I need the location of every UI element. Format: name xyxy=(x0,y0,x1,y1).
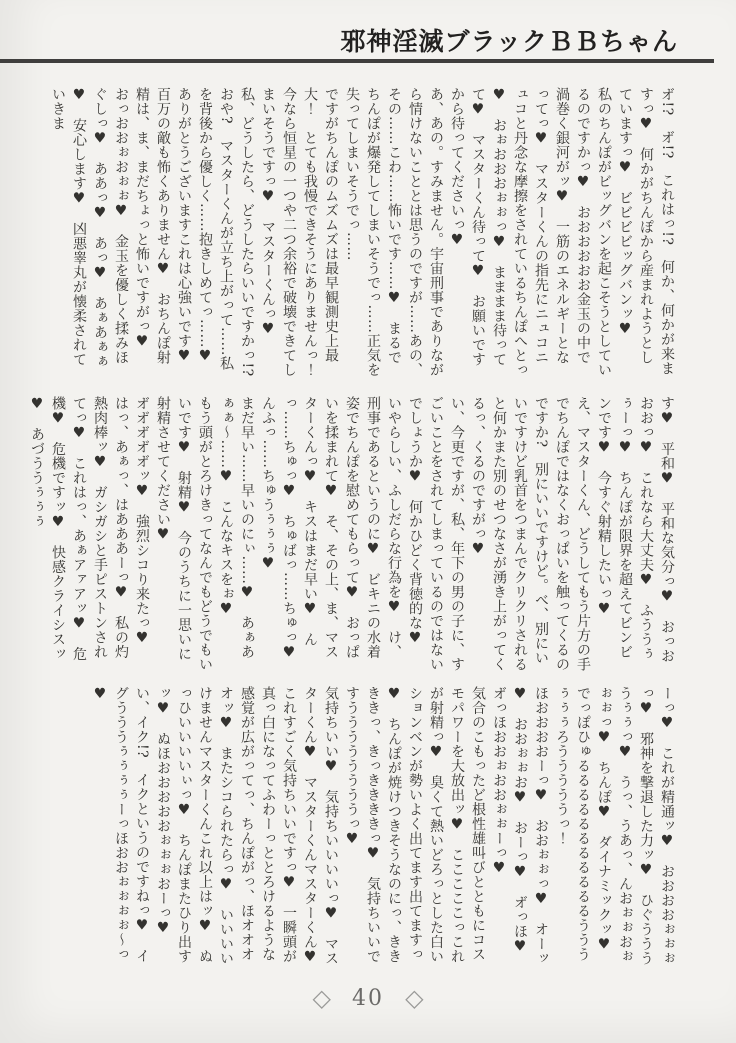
footer xyxy=(0,984,736,1012)
paragraph: 気持ちいい♥ 気持ちいいいいっ♥ マスターくん♥ マスターくんマスターくん♥ これすごく気持ちいいですっ♥ 一瞬頭が真っ白になってふわーっととろけるような感覚が広がってっ、ちんぽがっ、ほオオオオッ♥ またシコられたらっ♥ いいいいけませんマスターくんこれ以上はッ♥ ぬっひいいいいぃっ♥ ちんぽまたひり出すッ♥ ぬほおおおおおぉぉぉおーっ♥ い、イク!? イクというのですねっ♥ イグうううぅぅぅぅーっほおおぉぉぉぉ〜っ♥ xyxy=(92,686,339,980)
paragraph: ほおおおおーっ♥ おおぉぉっ♥ オーッ♥ おおぉぉお♥ おーっ♥ オ゙っほ♥ オ゙っほおおぉおおぉぉーっ♥ xyxy=(491,686,549,970)
paragraph: おや? マスターくんが立ち上がって……私を背後から優しく……抱きしめてっ……♥ ありがとうございますこれは心強いです♥ 百万の敵も怖くありません♥ おちんぽ射精は、ま、まだちょっと怖いですがっ♥ xyxy=(134,87,234,379)
paragraph: あ、あの。すみません。宇宙刑事でありながら情けないこととは思うのですが……あの、その……こわ……怖いです……♥ まるでちんぽが爆発してしまいそうでっ……正気を失ってしまいそうでっ…… xyxy=(344,87,444,377)
text-area xyxy=(29,87,677,980)
diamond-icon: ◇ xyxy=(405,984,424,1012)
paragraph: オ゙オ゙オ゙オ゙オ゙ッ♥ 強烈シコり来たっ♥ はっ、あぁっ、はあああーっ♥ 私の灼熱肉棒ッ♥ ガシガシと手ピストンされてっ♥ これはっ、あぁアァアッ♥ 危機♥ 危機ですッ♥ 快感クライシスッ♥ あづううぅぅぅ xyxy=(29,396,150,661)
paragraph: ですがちんぽのムズムズは最早観測史上最大！ とても我慢できそうにありませんっ！ 今なら恒星の一つや二つ余裕で破壊できてしまいそうですっ♥ マスターくんっ♥ 私、どうしたら、どうしたらいいですかっ!? xyxy=(239,87,339,392)
text-block-top xyxy=(50,87,677,392)
paragraph: ーっ♥ これが精通ッ♥ おおおおぉぉぉっ♥ 邪神を撃退した力ッ♥ ひぐううううぅぅっ♥ うっ、うあっ、んおぉぉおぉぉぉっ♥ ちんぽ♥ ダイナミックッ♥ xyxy=(596,686,675,966)
paragraph: 気合のこもったど根性雄叫びとともにコスモパワーを大放出ッ♥ こここここっこれが射精っ♥ 臭くて熱いどろっとした白いションベンが勢いよく出てます出てますっ♥ ちんぽが焼けつきそうなのにっ、ききききっ、きっききききっ♥ 気持ちいいですううううううううっ♥ xyxy=(344,686,486,964)
paragraph: まだ早い……早いのにぃ……♥ あぁあぁぁ〜……♥ こんなキスをぉ♥ xyxy=(218,396,255,659)
diamond-icon: ◇ xyxy=(312,984,331,1012)
paragraph: もう頭がとろけきってなんでもどうでもいいです♥ 射精♥ 今のうちに一思いに射精させてください♥ xyxy=(155,396,213,672)
header-rule xyxy=(0,59,714,63)
page-title: 邪神淫滅ブラックＢＢちゃん xyxy=(340,27,678,56)
text-block-middle xyxy=(29,396,677,676)
text-block-bottom xyxy=(58,686,677,980)
paragraph: でっぽひゅるるるるるるるるるるるうううぅぅぅろうううううっ！ xyxy=(554,686,591,962)
paragraph: い、今更ですが、私、年下の男の子に、すごいことをされてしまっているのではないでしょうか♥ 何かひどく背徳的な♥ いやらしい、ふしだらな行為を♥ け、刑事であるというのに♥ ビキニの水着姿でちんぽを慰めてもらって♥ おっぱいを揉まれて♥ そ、その上、ま、マスターくんっ♥ キスはまだ早い♥ んっ……ちゅっ♥ ちゅばっ……ちゅっ♥ んふっ……ちゅうぅぅぅ♥ xyxy=(260,396,465,676)
paragraph: おっおおぉおぉぉ♥ 金玉を優しく揉みほぐしっ♥ ああっ♥ あっ♥ あぁあぁぁ♥ 安心します♥ 凶悪睾丸が懐柔されていきま xyxy=(50,87,129,369)
paragraph: オ゙!? オ゙!? これはっ!? 何か、何かが来ますっ♥ 何かがちんぽから産まれようとしていますっ♥ ビビビビッグバンッ♥ xyxy=(617,87,675,376)
paragraph: 私のちんぽがビッグバンを起こそうとしているのですかっ♥ おおおおおお金玉の中で渦巻く銀河がッ♥ 一筋のエネルギーとなってっ♥ マスターくんの指先にニュコニュコと丹念な摩擦をされているちんぽへとっ♥ おぉおおおぉぉっ♥ まままま待ってて♥ マスターくん待って♥ お願いですから待ってくださいっ♥ xyxy=(449,87,612,377)
paragraph: す♥ 平和♥ 平和な気分っ♥ おっおおおっ♥ これなら大丈夫♥ ふううぅぅーっ♥ ちんぽが限界を超えてビンビンです♥ 今すぐ射精したいっ♥ xyxy=(596,396,675,663)
paragraph: え、マスターくん、どうしてもう片方の手でちんぽではなくおっぱいを触ってくるのですか? 別にいいですけど。べ、別にいいですけど乳首をつまんでクリクリされると何かまた別のせつなさが湧き上がってくるっ、くるのですがっ♥ xyxy=(470,396,591,672)
page-number: 40 xyxy=(352,985,384,1011)
